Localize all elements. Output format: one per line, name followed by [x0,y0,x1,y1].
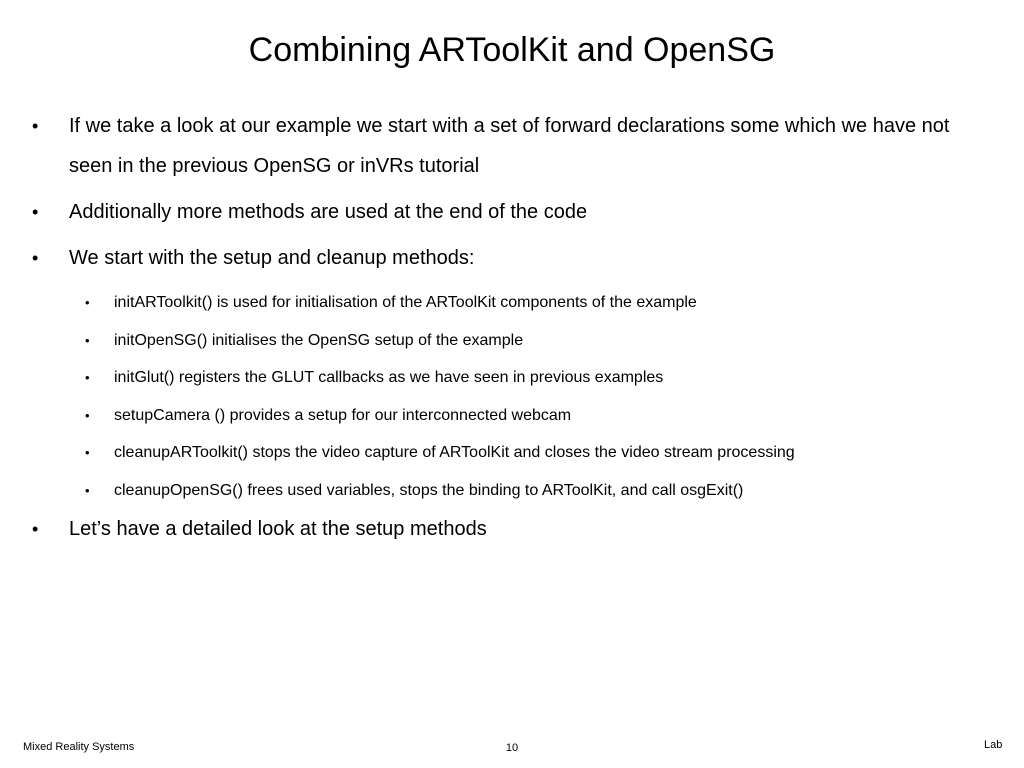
sub-bullet-icon: • [85,370,90,385]
sub-bullet-item [32,472,992,510]
bullet-icon: • [32,202,39,222]
bullet-text: If we take a look at our example we start with a set of forward declarations some which we have not seen in the previous OpenSG or inVRs tutorial [69,115,950,177]
sub-bullet-icon: • [85,445,90,460]
sub-bullet-text: initARToolkit() is used for initialisation of the ARToolKit components of the example [114,294,697,311]
footer-course-name: Mixed Reality Systems [23,741,135,753]
sub-bullet-item [32,359,992,397]
sub-bullet-item [32,284,992,322]
bullet-icon: • [32,519,39,539]
bullet-item [32,106,992,186]
sub-bullet-icon: • [85,332,90,348]
sub-bullet-text: cleanupARToolkit() stops the video capture of ARToolKit and closes the video stream processing [114,444,795,461]
bullet-item [32,238,992,278]
bullet-icon: • [32,248,39,268]
bullet-text: We start with the setup and cleanup methods: [69,247,475,269]
bullet-item [32,509,992,549]
sub-bullet-item [32,322,992,360]
footer-page-number: 10 [505,742,519,754]
sub-bullet-text: cleanupOpenSG() frees used variables, stops the binding to ARToolKit, and call osgExit() [114,481,744,499]
slide-title: Combining ARToolKit and OpenSG [248,31,776,69]
sub-bullet-item [32,434,992,472]
sub-bullet-text: setupCamera () provides a setup for our interconnected webcam [114,406,572,424]
sub-bullet-text: initOpenSG() initialises the OpenSG setup of the example [114,331,524,349]
bullet-text: Additionally more methods are used at the end of the code [69,201,588,223]
bullet-item [32,192,992,232]
slide-content [32,106,992,555]
bullet-icon: • [32,116,39,136]
bullet-text: Let’s have a detailed look at the setup methods [69,518,487,540]
footer-lab-label: Lab [984,739,1003,751]
sub-bullet-icon: • [85,482,90,498]
sub-bullet-item [32,397,992,435]
sub-bullet-icon: • [85,407,90,423]
sub-bullet-text: initGlut() registers the GLUT callbacks as we have seen in previous examples [114,369,664,386]
sub-bullet-icon: • [85,295,90,310]
